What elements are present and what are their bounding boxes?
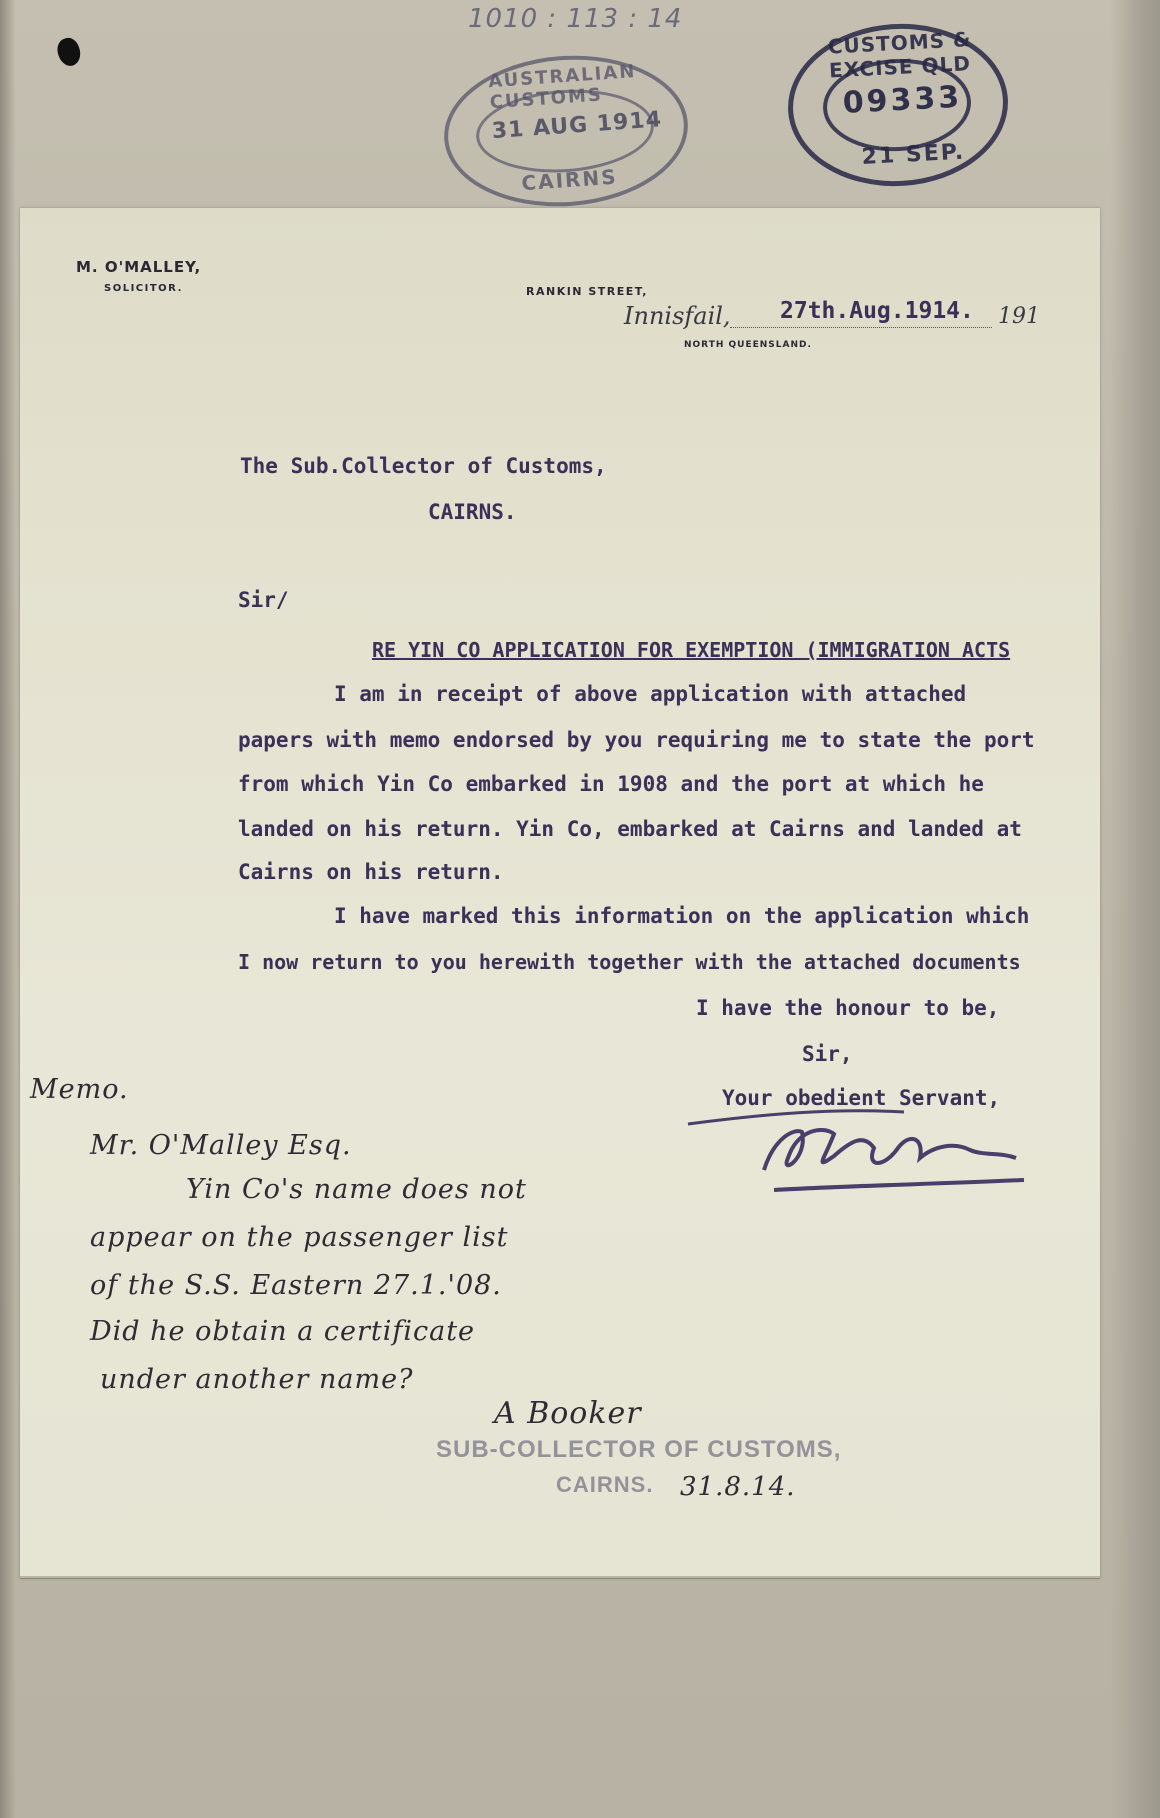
letterhead-region: NORTH QUEENSLAND. xyxy=(684,340,812,350)
body-line: Cairns on his return. xyxy=(238,860,504,884)
letterhead-place: Innisfail, xyxy=(624,302,731,330)
letter-date: 27th.Aug.1914. xyxy=(780,298,974,324)
stamp-bottom-text: 21 SEP. xyxy=(861,139,966,170)
letterhead-title: SOLICITOR. xyxy=(104,283,183,294)
letterhead-street: RANKIN STREET, xyxy=(526,285,648,298)
sub-collector-stamp-line-2: CAIRNS. xyxy=(556,1472,654,1497)
memo-line: of the S.S. Eastern 27.1.'08. xyxy=(90,1270,502,1301)
signature-scrawl xyxy=(684,1098,1044,1228)
memo-recipient: Mr. O'Malley Esq. xyxy=(90,1130,352,1161)
body-line: landed on his return. Yin Co, embarked at Cairns and landed at xyxy=(238,817,1022,841)
stamp-date-text: 31 AUG 1914 xyxy=(490,107,663,145)
stamp-number-text: 09333 xyxy=(841,79,963,121)
addressee-line-2: CAIRNS. xyxy=(428,500,517,524)
memo-line: under another name? xyxy=(100,1364,414,1395)
body-line: from which Yin Co embarked in 1908 and the port at which he xyxy=(238,772,984,796)
closing-line: I have the honour to be, xyxy=(696,996,1000,1020)
body-line: I now return to you herewith together with the attached documents xyxy=(238,950,1021,974)
salutation: Sir/ xyxy=(238,588,289,612)
closing-line: Sir, xyxy=(802,1042,853,1066)
letter-bottom-edge xyxy=(20,1576,1100,1579)
addressee-line-1: The Sub.Collector of Customs, xyxy=(240,454,607,478)
stamp-top-text: AUSTRALIAN CUSTOMS xyxy=(487,60,637,114)
memo-line: Yin Co's name does not xyxy=(186,1174,527,1205)
body-line: I have marked this information on the application which xyxy=(334,904,1030,928)
memo-heading: Memo. xyxy=(30,1074,129,1105)
memo-line: Did he obtain a certificate xyxy=(90,1316,476,1347)
date-rule-line xyxy=(730,327,992,328)
subject-line: RE YIN CO APPLICATION FOR EXEMPTION (IMMIGRATION ACTS xyxy=(372,638,1011,662)
memo-date: 31.8.14. xyxy=(680,1472,796,1502)
memo-line: appear on the passenger list xyxy=(90,1222,509,1253)
body-line: I am in receipt of above application with attached xyxy=(334,682,967,706)
letterhead-name: M. O'MALLEY, xyxy=(76,258,202,276)
backing-right-edge xyxy=(1110,0,1160,1818)
memo-signature: A Booker xyxy=(494,1396,642,1431)
archive-reference-number: 1010 : 113 : 14 xyxy=(468,4,683,34)
stamp-top-text: CUSTOMS & EXCISE QLD xyxy=(827,27,972,83)
letterhead-year-prefix: 191 xyxy=(998,304,1040,329)
stamp-bottom-text: CAIRNS xyxy=(520,164,619,196)
backing-left-shadow xyxy=(0,0,16,1818)
closing-line: Your obedient Servant, xyxy=(722,1086,1001,1110)
sub-collector-stamp-line-1: SUB-COLLECTOR OF CUSTOMS, xyxy=(436,1436,842,1463)
body-line: papers with memo endorsed by you requiring me to state the port xyxy=(238,728,1035,752)
